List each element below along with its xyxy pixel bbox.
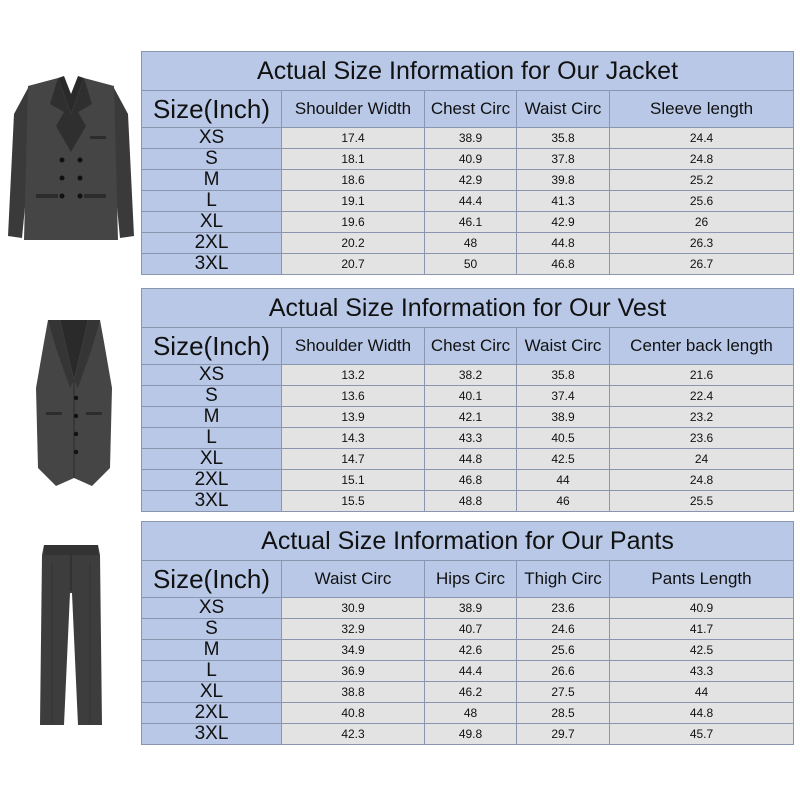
column-header: Size(Inch) bbox=[142, 91, 282, 128]
table-cell: 40.5 bbox=[517, 428, 610, 449]
size-label: L bbox=[142, 661, 282, 682]
column-header: Shoulder Width bbox=[282, 91, 425, 128]
table-row bbox=[142, 598, 794, 619]
table-cell: 15.1 bbox=[282, 470, 425, 491]
size-label: L bbox=[142, 191, 282, 212]
table-cell: 29.7 bbox=[517, 724, 610, 745]
column-header: Size(Inch) bbox=[142, 328, 282, 365]
size-label: XS bbox=[142, 128, 282, 149]
table-cell: 42.5 bbox=[610, 640, 794, 661]
table-cell: 24.8 bbox=[610, 470, 794, 491]
table-cell: 25.2 bbox=[610, 170, 794, 191]
column-header: Waist Circ bbox=[517, 91, 610, 128]
vest-image bbox=[34, 318, 114, 490]
table-cell: 37.8 bbox=[517, 149, 610, 170]
table-cell: 44.4 bbox=[425, 661, 517, 682]
table-cell: 21.6 bbox=[610, 365, 794, 386]
table-cell: 46.1 bbox=[425, 212, 517, 233]
table-cell: 26.7 bbox=[610, 254, 794, 275]
column-header: Chest Circ bbox=[425, 328, 517, 365]
table-title: Actual Size Information for Our Jacket bbox=[142, 52, 794, 91]
table-cell: 40.9 bbox=[425, 149, 517, 170]
table-cell: 42.1 bbox=[425, 407, 517, 428]
table-row bbox=[142, 254, 794, 275]
table-header-row bbox=[142, 328, 794, 365]
column-header: Size(Inch) bbox=[142, 561, 282, 598]
table-cell: 42.9 bbox=[517, 212, 610, 233]
table-cell: 23.6 bbox=[610, 428, 794, 449]
column-header: Pants Length bbox=[610, 561, 794, 598]
table-cell: 19.1 bbox=[282, 191, 425, 212]
table-cell: 34.9 bbox=[282, 640, 425, 661]
size-label: XL bbox=[142, 449, 282, 470]
table-cell: 46.8 bbox=[425, 470, 517, 491]
table-cell: 40.9 bbox=[610, 598, 794, 619]
pants-image bbox=[38, 543, 104, 728]
table-cell: 50 bbox=[425, 254, 517, 275]
table-row bbox=[142, 491, 794, 512]
table-row bbox=[142, 640, 794, 661]
table-cell: 23.6 bbox=[517, 598, 610, 619]
table-cell: 30.9 bbox=[282, 598, 425, 619]
table-row bbox=[142, 386, 794, 407]
table-cell: 42.6 bbox=[425, 640, 517, 661]
size-label: 3XL bbox=[142, 724, 282, 745]
table-cell: 35.8 bbox=[517, 128, 610, 149]
table-cell: 25.5 bbox=[610, 491, 794, 512]
size-label: M bbox=[142, 407, 282, 428]
table-row bbox=[142, 619, 794, 640]
column-header: Chest Circ bbox=[425, 91, 517, 128]
table-cell: 38.9 bbox=[517, 407, 610, 428]
table-row bbox=[142, 365, 794, 386]
size-label: M bbox=[142, 170, 282, 191]
table-cell: 44.8 bbox=[517, 233, 610, 254]
size-label: 2XL bbox=[142, 233, 282, 254]
table-cell: 17.4 bbox=[282, 128, 425, 149]
vest-size-table bbox=[141, 288, 794, 512]
size-label: 2XL bbox=[142, 470, 282, 491]
table-cell: 24.4 bbox=[610, 128, 794, 149]
table-cell: 46 bbox=[517, 491, 610, 512]
table-cell: 42.3 bbox=[282, 724, 425, 745]
table-row bbox=[142, 233, 794, 254]
table-cell: 26.6 bbox=[517, 661, 610, 682]
column-header: Waist Circ bbox=[282, 561, 425, 598]
size-label: 3XL bbox=[142, 491, 282, 512]
table-cell: 19.6 bbox=[282, 212, 425, 233]
table-cell: 44.8 bbox=[425, 449, 517, 470]
table-title: Actual Size Information for Our Vest bbox=[142, 289, 794, 328]
table-cell: 20.2 bbox=[282, 233, 425, 254]
size-label: XS bbox=[142, 598, 282, 619]
table-cell: 22.4 bbox=[610, 386, 794, 407]
table-cell: 41.7 bbox=[610, 619, 794, 640]
table-cell: 24 bbox=[610, 449, 794, 470]
table-cell: 38.2 bbox=[425, 365, 517, 386]
table-cell: 42.9 bbox=[425, 170, 517, 191]
table-cell: 46.2 bbox=[425, 682, 517, 703]
table-cell: 23.2 bbox=[610, 407, 794, 428]
size-label: XS bbox=[142, 365, 282, 386]
table-cell: 42.5 bbox=[517, 449, 610, 470]
column-header: Center back length bbox=[610, 328, 794, 365]
table-cell: 40.8 bbox=[282, 703, 425, 724]
table-cell: 26 bbox=[610, 212, 794, 233]
table-row bbox=[142, 661, 794, 682]
table-row bbox=[142, 149, 794, 170]
table-row bbox=[142, 682, 794, 703]
size-label: S bbox=[142, 149, 282, 170]
table-cell: 38.9 bbox=[425, 598, 517, 619]
size-label: L bbox=[142, 428, 282, 449]
table-cell: 14.3 bbox=[282, 428, 425, 449]
table-cell: 44.4 bbox=[425, 191, 517, 212]
column-header: Thigh Circ bbox=[517, 561, 610, 598]
table-cell: 25.6 bbox=[517, 640, 610, 661]
table-cell: 40.1 bbox=[425, 386, 517, 407]
size-label: 2XL bbox=[142, 703, 282, 724]
table-row bbox=[142, 470, 794, 491]
table-cell: 44.8 bbox=[610, 703, 794, 724]
table-cell: 48 bbox=[425, 233, 517, 254]
table-cell: 49.8 bbox=[425, 724, 517, 745]
table-cell: 45.7 bbox=[610, 724, 794, 745]
table-cell: 15.5 bbox=[282, 491, 425, 512]
table-cell: 13.6 bbox=[282, 386, 425, 407]
table-cell: 43.3 bbox=[610, 661, 794, 682]
table-cell: 27.5 bbox=[517, 682, 610, 703]
table-cell: 13.9 bbox=[282, 407, 425, 428]
table-row bbox=[142, 212, 794, 233]
table-cell: 35.8 bbox=[517, 365, 610, 386]
table-cell: 38.9 bbox=[425, 128, 517, 149]
double-breasted-jacket-image bbox=[6, 74, 136, 244]
table-cell: 32.9 bbox=[282, 619, 425, 640]
table-cell: 48 bbox=[425, 703, 517, 724]
table-cell: 36.9 bbox=[282, 661, 425, 682]
size-label: M bbox=[142, 640, 282, 661]
table-cell: 39.8 bbox=[517, 170, 610, 191]
table-row bbox=[142, 170, 794, 191]
table-row bbox=[142, 191, 794, 212]
table-cell: 20.7 bbox=[282, 254, 425, 275]
table-row bbox=[142, 703, 794, 724]
column-header: Hips Circ bbox=[425, 561, 517, 598]
table-cell: 25.6 bbox=[610, 191, 794, 212]
table-cell: 44 bbox=[610, 682, 794, 703]
table-cell: 24.6 bbox=[517, 619, 610, 640]
table-cell: 18.1 bbox=[282, 149, 425, 170]
table-cell: 38.8 bbox=[282, 682, 425, 703]
table-cell: 28.5 bbox=[517, 703, 610, 724]
column-header: Waist Circ bbox=[517, 328, 610, 365]
table-cell: 48.8 bbox=[425, 491, 517, 512]
table-row bbox=[142, 724, 794, 745]
table-row bbox=[142, 407, 794, 428]
jacket-size-table bbox=[141, 51, 794, 275]
table-header-row bbox=[142, 91, 794, 128]
table-cell: 46.8 bbox=[517, 254, 610, 275]
table-row bbox=[142, 128, 794, 149]
column-header: Sleeve length bbox=[610, 91, 794, 128]
table-cell: 43.3 bbox=[425, 428, 517, 449]
table-title: Actual Size Information for Our Pants bbox=[142, 522, 794, 561]
table-cell: 44 bbox=[517, 470, 610, 491]
table-row bbox=[142, 428, 794, 449]
size-label: S bbox=[142, 619, 282, 640]
size-label: 3XL bbox=[142, 254, 282, 275]
table-cell: 24.8 bbox=[610, 149, 794, 170]
column-header: Shoulder Width bbox=[282, 328, 425, 365]
table-cell: 18.6 bbox=[282, 170, 425, 191]
table-cell: 26.3 bbox=[610, 233, 794, 254]
table-cell: 13.2 bbox=[282, 365, 425, 386]
table-header-row bbox=[142, 561, 794, 598]
table-cell: 40.7 bbox=[425, 619, 517, 640]
table-cell: 41.3 bbox=[517, 191, 610, 212]
size-label: S bbox=[142, 386, 282, 407]
pants-size-table bbox=[141, 521, 794, 745]
size-label: XL bbox=[142, 212, 282, 233]
size-label: XL bbox=[142, 682, 282, 703]
table-row bbox=[142, 449, 794, 470]
table-cell: 14.7 bbox=[282, 449, 425, 470]
table-cell: 37.4 bbox=[517, 386, 610, 407]
